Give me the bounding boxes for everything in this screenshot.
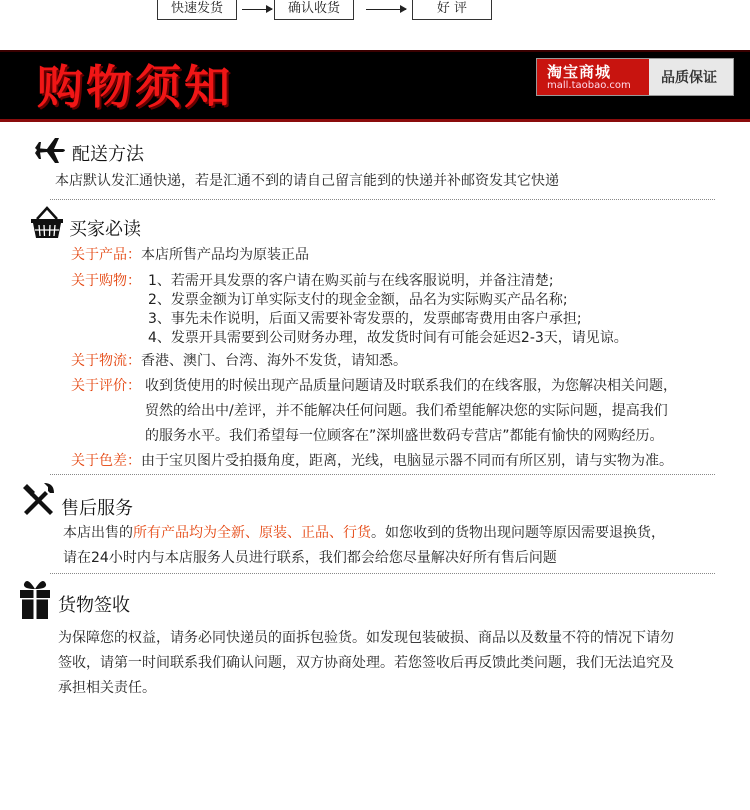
purchase-item: 2、发票金额为订单实际支付的现金金额，品名为实际购买产品名称; <box>148 292 568 308</box>
banner <box>0 50 750 122</box>
after-sales-highlight: 所有产品均为全新、原装、正品、行货 <box>133 525 371 541</box>
logistics-text: 香港、澳门、台湾、海外不发货，请知悉。 <box>141 353 407 369</box>
review-line: 的服务水平。我们希望每一位顾客在”深圳盛世数码专营店”都能有愉快的网购经历。 <box>145 428 664 444</box>
color-diff-label: 关于色差： <box>71 453 141 469</box>
tmall-logo <box>537 59 649 95</box>
receipt-title: 货物签收 <box>58 595 130 616</box>
gift-icon <box>19 578 51 620</box>
flow-step-good-review: 好 评 <box>412 0 492 20</box>
product-text: 本店所售产品均为原装正品 <box>141 247 309 263</box>
receipt-line: 签收，请第一时间联系我们确认问题，双方协商处理。若您签收后再反馈此类问题，我们无法追究及 <box>58 655 674 671</box>
after-sales-line: 请在24小时内与本店服务人员进行联系，我们都会给您尽量解决好所有售后问题 <box>63 550 557 566</box>
review-line: 收到货使用的时候出现产品质量问题请及时联系我们的在线客服，为您解决相关问题， <box>145 378 677 394</box>
review-line: 贸然的给出中/差评，并不能解决任何问题。我们希望能解决您的实际问题，提高我们 <box>145 403 668 419</box>
receipt-line: 为保障您的权益，请务必同快递员的面拆包验货。如发现包装破损、商品以及数量不符的情况下请勿 <box>58 630 674 646</box>
divider <box>50 474 715 475</box>
purchase-item: 3、事先未作说明，后面又需要补寄发票的，发票邮寄费用由客户承担; <box>148 311 582 327</box>
tmall-url: mall.taobao.com <box>547 80 631 91</box>
divider <box>50 573 715 574</box>
color-diff-row <box>71 450 673 470</box>
flow-arrow-icon <box>242 9 272 10</box>
purchase-item: 4、发票开具需要到公司财务办理，故发货时间有可能会延迟2-3天，请见谅。 <box>148 330 628 346</box>
banner-title: 购物须知 <box>37 60 233 114</box>
tmall-logo-text: 淘宝商城 <box>547 63 612 81</box>
receipt-line: 承担相关责任。 <box>58 680 156 696</box>
after-sales-title: 售后服务 <box>61 498 133 519</box>
tmall-badge[interactable] <box>536 58 734 96</box>
purchase-label: 关于购物： <box>71 273 141 289</box>
after-sales-line: 本店出售的所有产品均为全新、原装、正品、行货。如您收到的货物出现问题等原因需要退换货， <box>63 525 665 541</box>
logistics-label: 关于物流： <box>71 353 141 369</box>
product-label: 关于产品： <box>71 247 141 263</box>
airplane-icon <box>33 136 67 164</box>
flow-arrow-icon <box>366 9 406 10</box>
review-label: 关于评价： <box>71 378 141 394</box>
color-diff-text: 由于宝贝图片受拍摄角度，距离，光线，电脑显示器不同而有所区别，请与实物为准。 <box>141 453 673 469</box>
wrench-screwdriver-icon <box>20 481 58 519</box>
shipping-title: 配送方法 <box>72 144 144 165</box>
logistics-row <box>71 350 407 370</box>
divider <box>50 199 715 200</box>
flow-step-confirm-receipt: 确认收货 <box>274 0 354 20</box>
flow-step-fast-shipping: 快速发货 <box>157 0 237 20</box>
quality-guarantee-text: 品质保证 <box>661 70 717 86</box>
product-row <box>71 244 309 264</box>
purchase-item: 1、若需开具发票的客户请在购买前与在线客服说明，并备注清楚; <box>148 273 554 289</box>
basket-icon <box>29 206 65 240</box>
buyer-title: 买家必读 <box>69 219 141 240</box>
shipping-text: 本店默认发汇通快递，若是汇通不到的请自己留言能到的快递并补邮资发其它快递 <box>55 173 559 189</box>
